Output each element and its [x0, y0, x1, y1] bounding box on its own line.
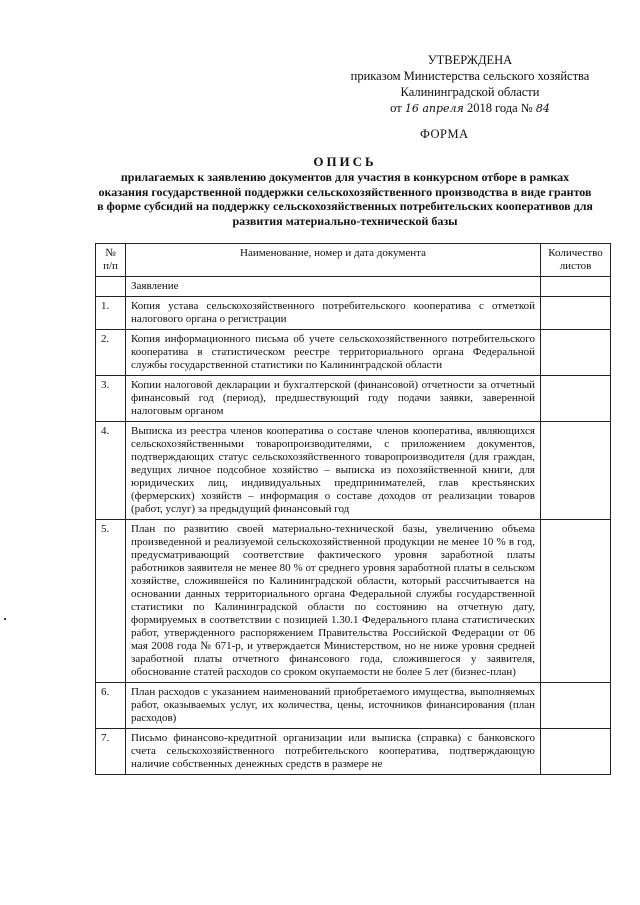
approval-block [330, 52, 610, 117]
table-row [96, 330, 611, 376]
row-document: Письмо финансово-кредитной организации или выписка (справка) с банковского счета сельскохозяйственного потребительского кооператива, подтверждающую наличие собственных денежных средств в размере не [126, 729, 541, 775]
row-count [541, 683, 611, 729]
row-count [541, 729, 611, 775]
table-row [96, 376, 611, 422]
documents-table [95, 243, 611, 775]
row-number: 6. [96, 683, 126, 729]
table-row [96, 277, 611, 297]
row-count [541, 277, 611, 297]
document-title: ОПИСЬ [313, 154, 377, 169]
document-subtitle: прилагаемых к заявлению документов для участия в конкурсном отборе в рамках оказания государственной поддержки сельскохозяйственного производства в виде грантов в форме субсидий на поддержку сельскохозяйственных потребительских кооперативов для развития материально-технической базы [97, 170, 593, 228]
header-count: Количество листов [541, 244, 611, 277]
header-name: Наименование, номер и дата документа [126, 244, 541, 277]
row-document: Копия устава сельскохозяйственного потребительского кооператива с отметкой налогового органа о регистрации [126, 297, 541, 330]
row-document: План по развитию своей материально-технической базы, увеличению объема произведенной и реализуемой сельскохозяйственной продукции не менее 10 % в год, предусматривающий соответствие фактического уровня заработной платы работников заявителя не менее 80 % от среднего уровня заработной платы в сельском хозяйстве, сложившейся по Калининградской области, который рассчитывается на основании данных территориального органа Федеральной службы государственной статистики по Калининградской области по состоянию на отчетную дату, формируемых в соответствии с позицией 1.30.1 Федерального плана статистических работ, утвержденного распоряжением Правительства Российской Федерации от 06 мая 2008 года № 671-р, и утверждается Министерством, но не ниже уровня средней заработной платы отчетного финансового года, сложившегося у заявителя, обоснование статей расходов со сроком окупаемости не более 5 лет (бизнес-план) [126, 520, 541, 683]
approval-region-line: Калининградской области [400, 85, 540, 99]
row-number: 4. [96, 422, 126, 520]
date-year: 2018 года № [466, 101, 533, 115]
table-row [96, 297, 611, 330]
approval-order-line: приказом Министерства сельского хозяйства [350, 69, 590, 83]
table-row [96, 683, 611, 729]
row-count [541, 297, 611, 330]
row-document: Копии налоговой декларации и бухгалтерской (финансовой) отчетности за отчетный финансовый год (период), предшествующий году подачи заявки, заверенной налоговым органом [126, 376, 541, 422]
approval-date-line [330, 100, 610, 117]
row-document: План расходов с указанием наименований приобретаемого имущества, выполняемых работ, оказываемых услуг, их количества, цены, источников финансирования (план расходов) [126, 683, 541, 729]
approval-heading: УТВЕРЖДЕНА [427, 53, 513, 67]
table-row [96, 520, 611, 683]
handwritten-number: 84 [535, 102, 550, 115]
row-document: Выписка из реестра членов кооператива о составе членов кооператива, являющихся сельскохозяйственными товаропроизводителями, с приложением документов, подтверждающих статус сельскохозяйственного товаропроизводителя (для граждан, ведущих личное подсобное хозяйство – выписка из похозяйственной книги, для юридических лиц, индивидуальных предпринимателей, глав крестьянских (фермерских) хозяйств – информация о составе доходов от реализации товаров (работ, услуг) за предыдущий финансовый год [126, 422, 541, 520]
row-count [541, 330, 611, 376]
row-number: 7. [96, 729, 126, 775]
row-count [541, 422, 611, 520]
row-document: Заявление [126, 277, 541, 297]
row-number: 1. [96, 297, 126, 330]
row-number: 3. [96, 376, 126, 422]
row-count [541, 376, 611, 422]
form-label: ФОРМА [420, 127, 469, 141]
date-prefix: от [390, 101, 402, 115]
table-header-row [96, 244, 611, 277]
header-number: № п/п [96, 244, 126, 277]
scan-speck [4, 618, 6, 620]
row-count [541, 520, 611, 683]
row-number [96, 277, 126, 297]
row-document: Копия информационного письма об учете сельскохозяйственного потребительского кооператива в статистическом реестре территориального органа Федеральной службы государственной статистики по Калининградской области [126, 330, 541, 376]
handwritten-date: 16 апреля [404, 102, 464, 115]
row-number: 5. [96, 520, 126, 683]
table-row [96, 729, 611, 775]
row-number: 2. [96, 330, 126, 376]
table-row [96, 422, 611, 520]
